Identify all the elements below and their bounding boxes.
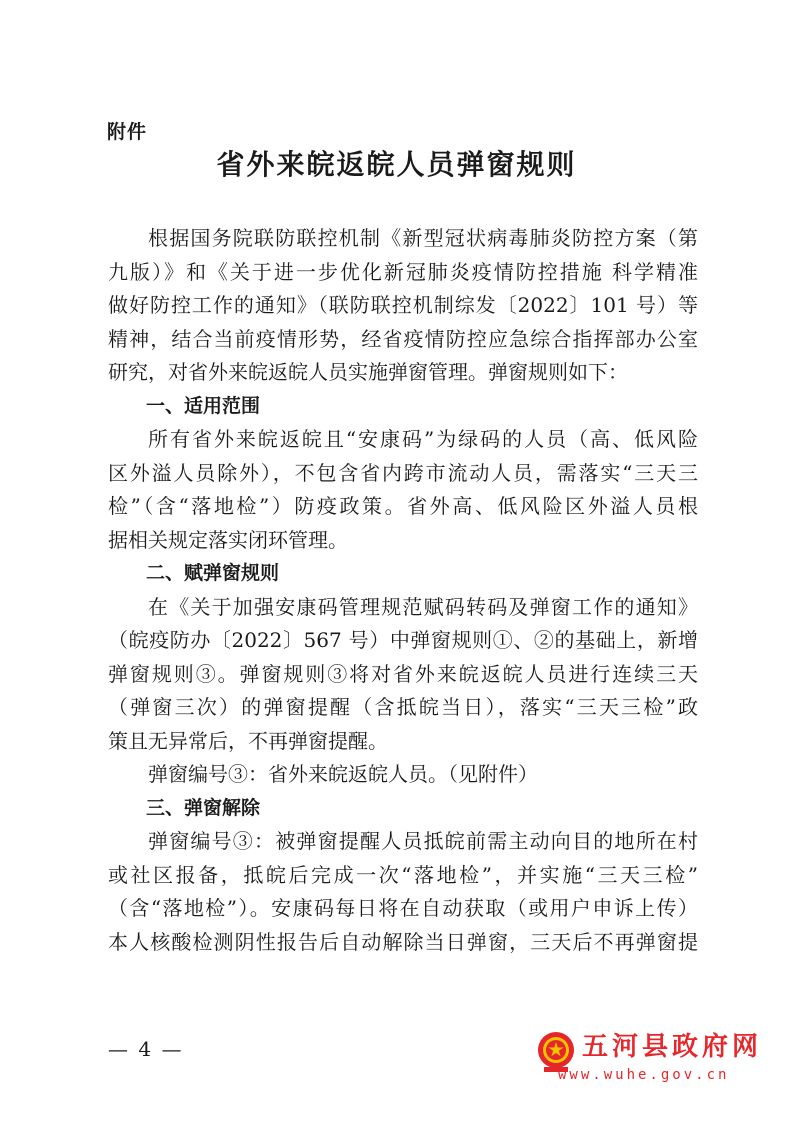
page-title: 省外来皖返皖人员弹窗规则 <box>216 148 577 181</box>
paragraph-line: 弹窗编号③：省外来皖返皖人员。（见附件） <box>148 762 538 786</box>
watermark-site-url: www.wuhe.gov.cn <box>558 1067 730 1083</box>
paragraph-line: 检”（含“落地检”）防疫政策。省外高、低风险区外溢人员根 <box>108 494 698 518</box>
paragraph-line: 本人核酸检测阴性报告后自动解除当日弹窗，三天后不再弹窗提 <box>108 929 698 954</box>
paragraph-line: （弹窗三次）的弹窗提醒（含抵皖当日），落实“三天三检”政 <box>108 695 698 719</box>
attachment-label: 附件 <box>107 121 148 143</box>
paragraph-line: 做好防控工作的通知》（联防联控机制综发〔2022〕101 号）等 <box>108 293 698 317</box>
paragraph-line: 九版）》和《关于进一步优化新冠肺炎疫情防控措施 科学精准 <box>108 259 698 284</box>
paragraph-line: （皖疫防办〔2022〕567 号）中弹窗规则①、②的基础上，新增 <box>108 628 698 652</box>
paragraph-line: 研究，对省外来皖返皖人员实施弹窗管理。弹窗规则如下： <box>108 360 628 384</box>
paragraph-line: 根据国务院联防联控机制《新型冠状病毒肺炎防控方案（第 <box>148 226 698 250</box>
watermark-site-name: 五河县政府网 <box>582 1032 763 1062</box>
paragraph-line: 在《关于加强安康码管理规范赋码转码及弹窗工作的通知》 <box>148 594 698 619</box>
paragraph-line: 区外溢人员除外），不包含省内跨市流动人员，需落实“三天三 <box>108 460 698 485</box>
paragraph-line: 弹窗规则③。弹窗规则③将对省外来皖返皖人员进行连续三天 <box>108 661 698 686</box>
section-heading: 二、赋弹窗规则 <box>146 562 280 584</box>
paragraph-line: 弹窗编号③：被弹窗提醒人员抵皖前需主动向目的地所在村 <box>148 829 698 853</box>
paragraph-line: （含“落地检”）。安康码每日将在自动获取（或用户申诉上传） <box>108 896 698 920</box>
paragraph-line: 据相关规定落实闭环管理。 <box>108 527 348 552</box>
page-number: — 4 — <box>108 1037 184 1061</box>
paragraph-line: 策且无异常后，不再弹窗提醒。 <box>108 728 388 753</box>
paragraph-line: 或社区报备，抵皖后完成一次“落地检”，并实施“三天三检” <box>108 862 698 887</box>
site-watermark[interactable] <box>536 1026 786 1106</box>
paragraph-line: 精神，结合当前疫情形势，经省疫情防控应急综合指挥部办公室 <box>108 326 698 351</box>
document-body <box>108 222 698 959</box>
section-heading: 三、弹窗解除 <box>146 796 261 819</box>
paragraph-line: 所有省外来皖返皖且“安康码”为绿码的人员（高、低风险 <box>148 427 698 451</box>
section-heading: 一、适用范围 <box>146 394 261 417</box>
